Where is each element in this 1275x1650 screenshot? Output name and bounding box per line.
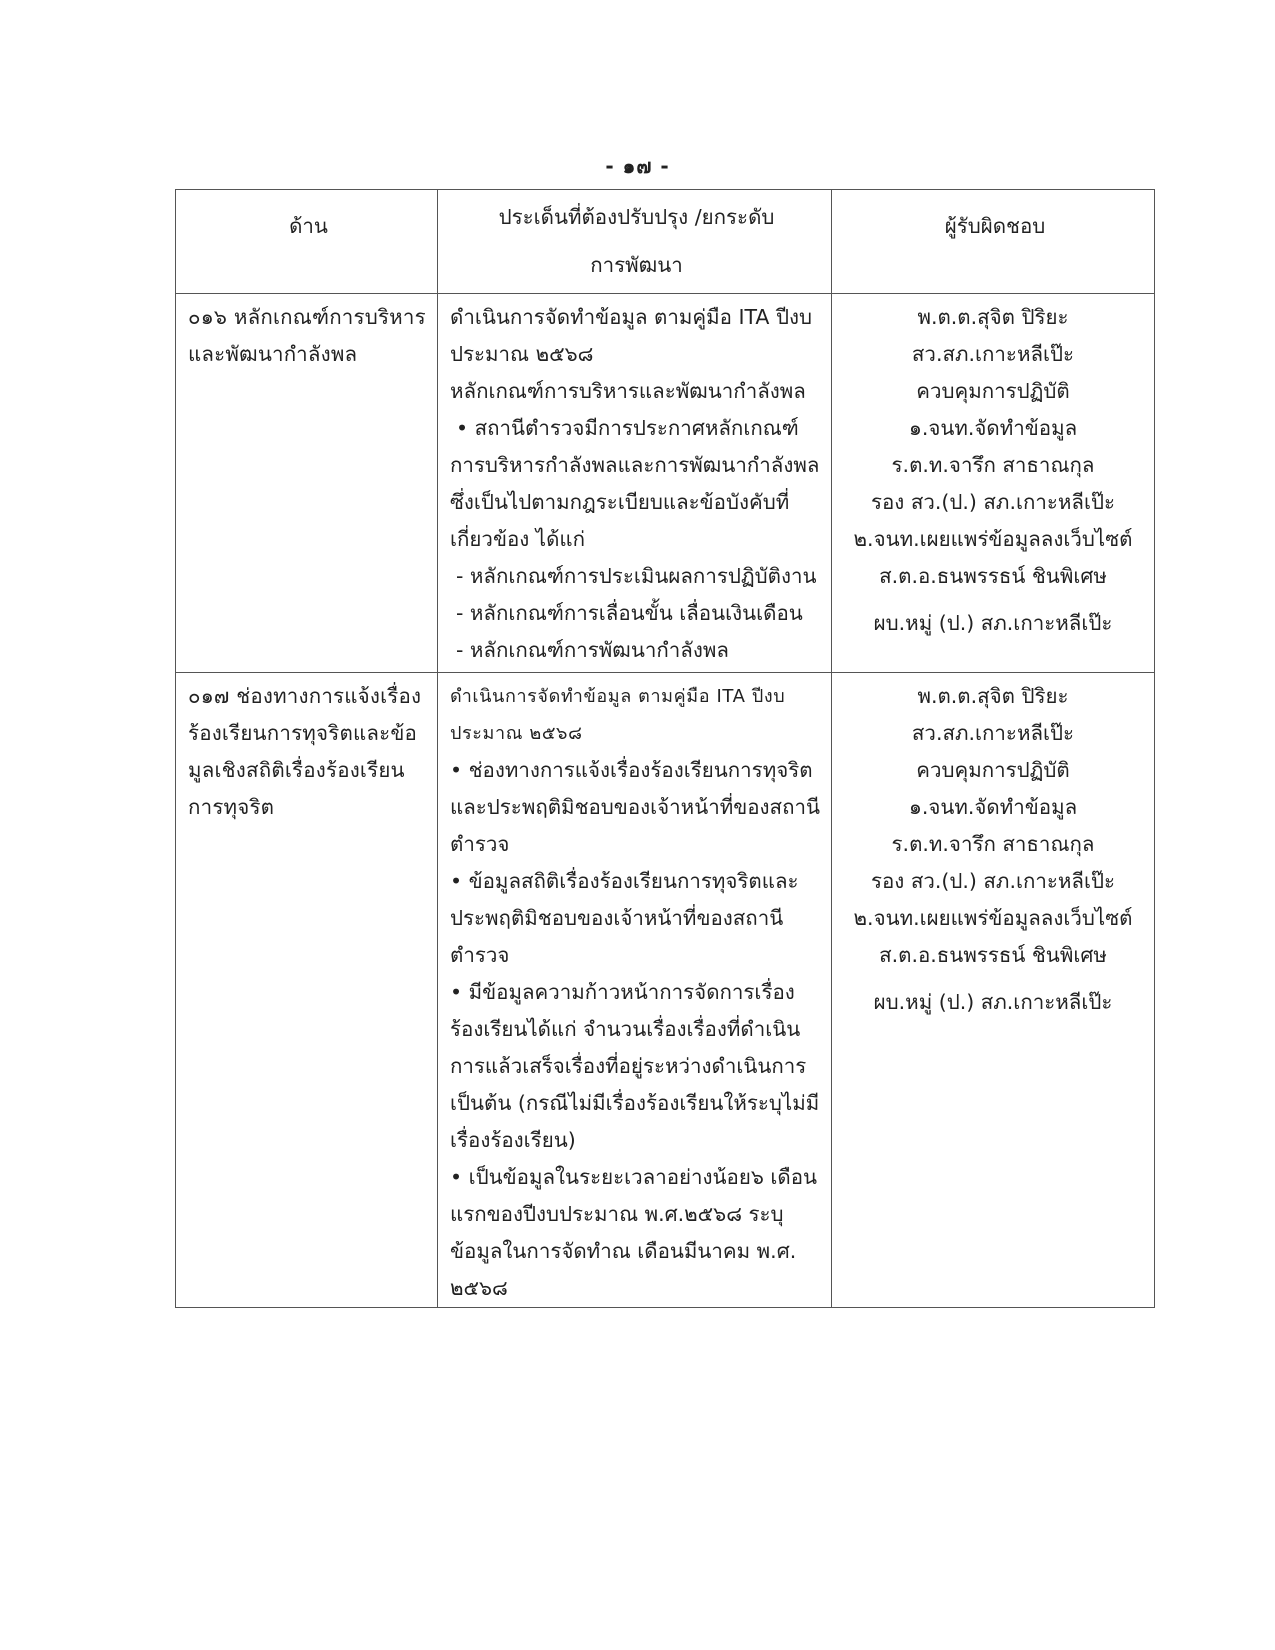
improvement-table bbox=[175, 189, 1155, 1308]
detail-line: ข้อมูลในการจัดทำณ เดือนมีนาคม พ.ศ. bbox=[450, 1239, 797, 1263]
header-issues-line2: การพัฒนา bbox=[590, 253, 683, 277]
detail-line: • เป็นข้อมูลในระยะเวลาอย่างน้อย๖ เดือน bbox=[450, 1165, 818, 1189]
topic-line: ๐๑๖ หลักเกณฑ์การบริหาร bbox=[188, 305, 426, 329]
responsible-line: ๑.จนท.จัดทำข้อมูล bbox=[908, 795, 1078, 819]
detail-line: แรกของปีงบประมาณ พ.ศ.๒๕๖๘ ระบุ bbox=[450, 1202, 784, 1226]
responsible-line: ผบ.หมู่ (ป.) สภ.เกาะหลีเป๊ะ bbox=[873, 611, 1113, 635]
responsible-line: รอง สว.(ป.) สภ.เกาะหลีเป๊ะ bbox=[870, 490, 1116, 514]
table-row bbox=[176, 673, 1155, 1308]
responsible-cell bbox=[832, 673, 1155, 1308]
responsible-line: ๒.จนท.เผยแพร่ข้อมูลลงเว็บไซต์ bbox=[853, 906, 1133, 930]
detail-line: - หลักเกณฑ์การพัฒนากำลังพล bbox=[456, 638, 729, 662]
responsible-line: พ.ต.ต.สุจิต ปิริยะ bbox=[917, 684, 1069, 708]
detail-line: • ช่องทางการแจ้งเรื่องร้องเรียนการทุจริต bbox=[450, 758, 813, 782]
detail-line: • ข้อมูลสถิติเรื่องร้องเรียนการทุจริตและ bbox=[450, 869, 799, 893]
detail-line: ตำรวจ bbox=[450, 832, 510, 856]
detail-line: ประมาณ ๒๕๖๘ bbox=[450, 723, 583, 744]
topic-line: ๐๑๗ ช่องทางการแจ้งเรื่อง bbox=[188, 684, 422, 708]
header-issues bbox=[438, 190, 832, 294]
detail-line: ดำเนินการจัดทำข้อมูล ตามคู่มือ ITA ปีงบ bbox=[450, 305, 813, 329]
detail-line: การบริหารกำลังพลและการพัฒนากำลังพล bbox=[450, 453, 820, 477]
detail-line: - หลักเกณฑ์การเลื่อนขั้น เลื่อนเงินเดือน bbox=[456, 601, 803, 625]
detail-line: เป็นต้น (กรณีไม่มีเรื่องร้องเรียนให้ระบุไม่มี bbox=[450, 1091, 820, 1115]
detail-line: ๒๕๖๘ bbox=[450, 1276, 508, 1300]
header-aspect: ด้าน bbox=[176, 190, 438, 294]
responsible-line: ๒.จนท.เผยแพร่ข้อมูลลงเว็บไซต์ bbox=[853, 527, 1133, 551]
responsible-line: ๑.จนท.จัดทำข้อมูล bbox=[908, 416, 1078, 440]
responsible-cell bbox=[832, 294, 1155, 673]
responsible-line: ส.ต.อ.ธนพรรธน์ ชินพิเศษ bbox=[879, 943, 1107, 967]
detail-line: ประมาณ ๒๕๖๘ bbox=[450, 342, 594, 366]
responsible-line: พ.ต.ต.สุจิต ปิริยะ bbox=[917, 305, 1069, 329]
detail-line: ร้องเรียนได้แก่ จำนวนเรื่องเรื่องที่ดำเนิน bbox=[450, 1017, 801, 1041]
detail-line: เกี่ยวข้อง ได้แก่ bbox=[450, 527, 586, 551]
responsible-line: รอง สว.(ป.) สภ.เกาะหลีเป๊ะ bbox=[870, 869, 1116, 893]
detail-line: • มีข้อมูลความก้าวหน้าการจัดการเรื่อง bbox=[450, 980, 795, 1004]
detail-line: ดำเนินการจัดทำข้อมูล ตามคู่มือ ITA ปีงบ bbox=[450, 686, 786, 707]
detail-line: หลักเกณฑ์การบริหารและพัฒนากำลังพล bbox=[450, 379, 806, 403]
responsible-line: ควบคุมการปฏิบัติ bbox=[916, 758, 1070, 782]
header-issues-line1: ประเด็นที่ต้องปรับปรุง /ยกระดับ bbox=[498, 205, 775, 229]
details-cell bbox=[438, 294, 832, 673]
detail-line: ตำรวจ bbox=[450, 943, 510, 967]
table-row bbox=[176, 294, 1155, 673]
topic-line: มูลเชิงสถิติเรื่องร้องเรียน bbox=[188, 758, 405, 782]
details-cell bbox=[438, 673, 832, 1308]
page-number: - ๑๗ - bbox=[605, 154, 670, 178]
topic-cell bbox=[176, 294, 438, 673]
responsible-line: สว.สภ.เกาะหลีเป๊ะ bbox=[911, 721, 1075, 745]
topic-line: และพัฒนากำลังพล bbox=[188, 342, 358, 366]
detail-line: เรื่องร้องเรียน) bbox=[450, 1128, 576, 1152]
topic-cell bbox=[176, 673, 438, 1308]
topic-line: การทุจริต bbox=[188, 795, 275, 819]
topic-line: ร้องเรียนการทุจริตและข้อ bbox=[188, 721, 418, 745]
table-header-row bbox=[176, 190, 1155, 294]
responsible-line: สว.สภ.เกาะหลีเป๊ะ bbox=[911, 342, 1075, 366]
detail-line: • สถานีตำรวจมีการประกาศหลักเกณฑ์ bbox=[456, 416, 799, 440]
detail-line: และประพฤติมิชอบของเจ้าหน้าที่ของสถานี bbox=[450, 795, 821, 819]
header-responsible: ผู้รับผิดชอบ bbox=[832, 190, 1155, 294]
detail-line: การแล้วเสร็จเรื่องที่อยู่ระหว่างดำเนินการ bbox=[450, 1054, 807, 1078]
detail-line: ประพฤติมิชอบของเจ้าหน้าที่ของสถานี bbox=[450, 906, 784, 930]
detail-line: - หลักเกณฑ์การประเมินผลการปฏิบัติงาน bbox=[456, 564, 817, 588]
detail-line: ซึ่งเป็นไปตามกฎระเบียบและข้อบังคับที่ bbox=[450, 490, 790, 514]
responsible-line: ร.ต.ท.จารึก สาธาณกุล bbox=[891, 453, 1095, 477]
responsible-line: ร.ต.ท.จารึก สาธาณกุล bbox=[891, 832, 1095, 856]
responsible-line: ส.ต.อ.ธนพรรธน์ ชินพิเศษ bbox=[879, 564, 1107, 588]
responsible-line: ควบคุมการปฏิบัติ bbox=[916, 379, 1070, 403]
responsible-line: ผบ.หมู่ (ป.) สภ.เกาะหลีเป๊ะ bbox=[873, 990, 1113, 1014]
